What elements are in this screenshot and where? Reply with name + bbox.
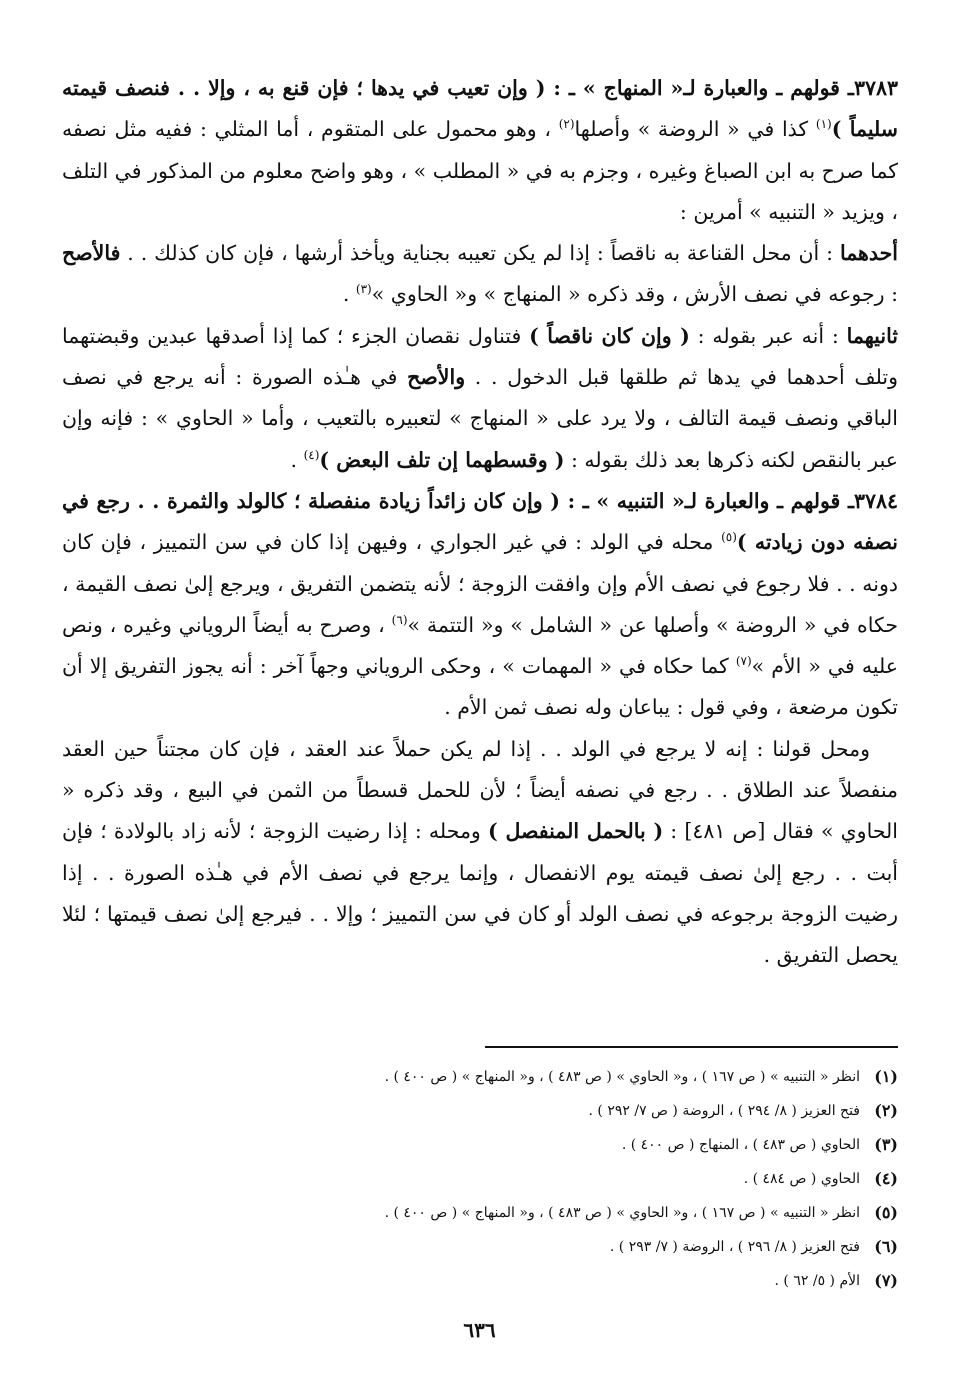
footnote — [200, 1128, 898, 1162]
paragraph-pregnancy — [62, 729, 898, 977]
footnote-text: الحاوي ( ص ٤٨٣ ) ، المنهاج ( ص ٤٠٠ ) . — [621, 1137, 860, 1153]
body-text: في هـٰذه الصورة : أنه يرجع في نصف الباقي ونصف قيمة التالف ، ولا يرد على « المنهاج » لتعبيره بالتعيب ، وأما « الحاوي » : فإنه وإن عبر بالنقص لكنه ذكرها بعد ذلك بقوله : — [62, 365, 898, 472]
quoted-text: ( بالحمل المنفصل ) — [487, 819, 664, 844]
keyword: فالأصح — [62, 241, 121, 266]
body-text: كذا في « الروضة » وأصلها — [574, 117, 816, 142]
footnote — [200, 1094, 898, 1128]
keyword: ثانيهما — [846, 323, 899, 348]
body-text: ، وصرح به أيضاً الروياني وغيره ، ونص عليه في « الأم » — [62, 612, 899, 679]
body-text: كما حكاه في « المهمات » ، وحكى الروياني وجهاً آخر : أنه يجوز التفريق إلا أن تكون مرضعة ، وفي قول : يباعان وله نصف ثمن الأم . — [62, 654, 898, 720]
footnote-ref: (٥) — [721, 530, 737, 545]
footnote-text: انظر « التنبيه » ( ص ١٦٧ ) ، و« الحاوي » ( ص ٤٨٣ ) ، و« المنهاج » ( ص ٤٠٠ ) . — [384, 1069, 860, 1085]
footnote-number: (٣) — [874, 1135, 898, 1154]
footnote-ref: (٢) — [558, 117, 575, 132]
footnote-ref: (٤) — [303, 447, 320, 462]
footnote-number: (٦) — [874, 1237, 898, 1256]
body-text: محله في الولد : في غير الجواري ، وفيهن إذا كان في سن التمييز ، فإن كان دونه . . فلا رجوع في نصف الأم وإن وافقت الزوجة ؛ لأنه يتضمن التفريق ، ويرجع إلىٰ نصف القيمة ، حكاه في « الروضة » وأصلها عن « الشامل » و« التتمة » — [62, 530, 898, 637]
footnote-text: انظر « التنبيه » ( ص ١٦٧ ) ، و« الحاوي » ( ص ٤٨٣ ) ، و« المنهاج » ( ص ٤٠٠ ) . — [384, 1205, 860, 1221]
body-text: ومحل قولنا : إنه لا يرجع في الولد . . إذا لم يكن حملاً عند العقد ، فإن كان مجتناً حين العقد منفصلاً عند الطلاق . . رجع في نصفه أيضاً ؛ لأن للحمل قسطاً من الثمن في البيع ، وقد ذكره « الحاوي » فقال [ص ٤٨١] : — [62, 736, 898, 844]
paragraph-second-point — [62, 316, 898, 481]
footnote-number: (٢) — [874, 1101, 898, 1120]
main-text — [62, 68, 898, 977]
issue-heading: ٣٧٨٤ـ قولهم ـ والعبارة لـ« التنبيه » ـ : — [559, 488, 898, 513]
footnotes — [200, 1060, 898, 1298]
body-text: : أن محل القناعة به ناقصاً : إذا لم يكن تعيبه بجناية ويأخذ أرشها ، فإن كان كذلك . . — [120, 241, 840, 266]
keyword: أحدهما — [839, 241, 898, 266]
footnote-ref: (٣) — [355, 282, 372, 297]
footnote-ref: (٦) — [391, 613, 408, 628]
footnote-text: الأم ( ٥/ ٦٢ ) . — [774, 1273, 860, 1289]
quoted-text: ( وإن كان زائداً زيادة منفصلة ؛ كالولد والثمرة . . رجع في نصفه دون زيادته ) — [62, 488, 898, 555]
body-text: . — [290, 447, 304, 472]
footnote-number: (١) — [874, 1067, 898, 1086]
footnote-separator — [485, 1046, 898, 1048]
page-number: ٦٣٦ — [463, 1318, 496, 1342]
quoted-text: ( وإن كان ناقصاً ) — [529, 323, 690, 348]
footnote — [200, 1264, 898, 1298]
body-text: : رجوعه في نصف الأرش ، وقد ذكره « المنهاج » و« الحاوي » — [371, 282, 898, 307]
paragraph-first-point — [62, 233, 898, 316]
body-text: ومحله : إذا رضيت الزوجة ؛ لأنه زاد بالولادة ؛ فإن أبت . . رجع إلىٰ نصف قيمته يوم الانفصال ، وإنما يرجع في نصف الأم في هـٰذه الصورة . . إذا رضيت الزوجة برجوعه في نصف الولد أو كان في سن التمييز ؛ وإلا . . فيرجع إلىٰ نصف قيمتها ؛ لئلا يحصل التفريق . — [62, 819, 898, 968]
footnote — [200, 1162, 898, 1196]
footnote — [200, 1060, 898, 1094]
keyword: والأصح — [407, 365, 466, 390]
footnote-number: (٧) — [874, 1271, 898, 1290]
paragraph-3784 — [62, 481, 898, 729]
footnote — [200, 1230, 898, 1264]
quoted-text: ( وقسطهما إن تلف البعض ) — [319, 447, 565, 472]
footnote — [200, 1196, 898, 1230]
footnote-number: (٤) — [874, 1169, 898, 1188]
footnote-ref: (١) — [815, 117, 832, 132]
body-text: فتناول نقصان الجزء ؛ كما إذا أصدقها عبدين وقبضتهما وتلف أحدهما في يدها ثم طلقها قبل الدخول . . — [62, 323, 898, 390]
issue-heading: ٣٧٨٣ـ قولهم ـ والعبارة لـ« المنهاج » ـ : — [545, 76, 898, 100]
body-text: . — [342, 282, 356, 307]
quoted-text: ( وإن تعيب في يدها ؛ فإن قنع به ، وإلا . . فنصف قيمته سليماً ) — [62, 76, 898, 142]
body-text: : أنه عبر بقوله : — [689, 323, 847, 348]
footnote-text: فتح العزيز ( ٨/ ٢٩٤ ) ، الروضة ( ص ٧/ ٢٩٢ ) . — [588, 1103, 860, 1119]
footnote-text: الحاوي ( ص ٤٨٤ ) . — [743, 1171, 860, 1187]
paragraph-3783 — [62, 68, 898, 233]
footnote-ref: (٧) — [735, 654, 752, 669]
body-text: ، وهو محمول على المتقوم ، أما المثلي : ففيه مثل نصفه كما صرح به ابن الصباغ وغيره ، وجزم به في « المطلب » ، وهو واضح معلوم من المذكور في التلف ، ويزيد « التنبيه » أمرين : — [62, 117, 898, 224]
footnote-number: (٥) — [874, 1203, 898, 1222]
footnote-text: فتح العزيز ( ٨/ ٢٩٦ ) ، الروضة ( ٧/ ٢٩٣ ) . — [609, 1239, 860, 1255]
